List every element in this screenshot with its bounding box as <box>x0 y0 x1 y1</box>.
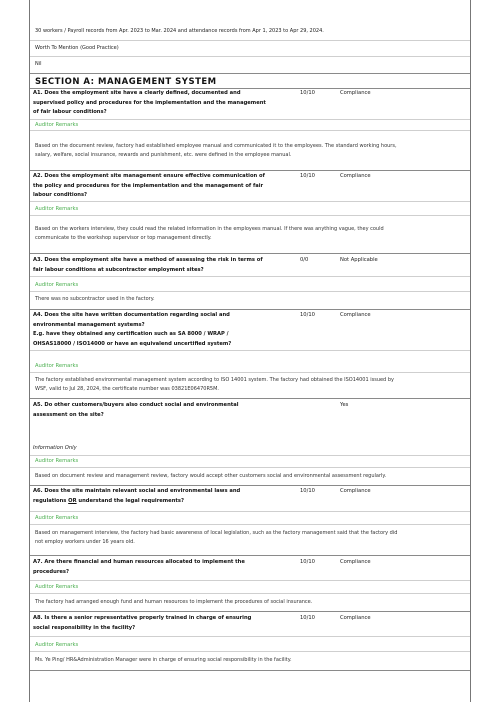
divider <box>30 291 470 292</box>
divider <box>30 485 470 486</box>
status: Compliance <box>340 90 371 96</box>
question-line: OHSAS18000 / ISO14000 or have an equivalend uncertified system? <box>33 340 232 347</box>
remark-line: There was no subcontractor used in the factory. <box>35 296 155 302</box>
auditor-remarks-label: Auditor Remarks <box>35 584 79 590</box>
remark-line: Ms. Ye Ping/ HR&Administration Manager were in charge of ensuring social responsibility in the facility. <box>35 657 292 663</box>
score: 10/10 <box>300 90 315 96</box>
divider <box>30 398 470 399</box>
score: 10/10 <box>300 559 315 565</box>
question-line: social responsibility in the facility? <box>33 624 136 631</box>
divider <box>30 593 470 594</box>
question-line: A6. Does the site maintain relevant social and environmental laws and <box>33 488 241 494</box>
score: 10/10 <box>300 173 315 179</box>
divider <box>30 555 470 556</box>
auditor-remarks-label: Auditor Remarks <box>35 206 79 212</box>
question-line: supervised policy and procedures for the implementation and the management <box>33 99 266 106</box>
remark-line: The factory had arranged enough fund and human resources to implement the procedures of social insurance. <box>35 599 313 605</box>
divider <box>30 170 470 171</box>
question-line: A4. Does the site have written documentation regarding social and <box>33 312 230 318</box>
status: Yes <box>340 402 349 408</box>
divider <box>30 309 470 310</box>
score: 0/0 <box>300 257 309 263</box>
question-line: A3. Does the employment site have a method of assessing the risk in terms of <box>33 257 263 263</box>
remark-line: not employ workers under 16 years old. <box>35 539 135 545</box>
divider <box>30 524 470 525</box>
remark-line: communicate to the workshop supervisor or top management directly. <box>35 235 212 241</box>
divider <box>30 651 470 652</box>
worth-mention-value: Nil <box>35 61 42 67</box>
question-line: of fair labour conditions? <box>33 109 107 115</box>
question-line: A8. Is there a senior representative properly trained in charge of ensuring <box>33 615 252 621</box>
question-line: procedures? <box>33 568 70 575</box>
divider <box>30 130 470 131</box>
question-a8 <box>33 614 295 633</box>
divider <box>30 372 470 373</box>
information-only-label: Information Only <box>33 445 77 451</box>
question-line: labour conditions? <box>33 192 88 198</box>
divider <box>30 580 470 581</box>
question-line: the policy and procedures for the implementation and the management of fair <box>33 182 264 189</box>
report-page <box>29 0 471 702</box>
auditor-remark <box>35 656 464 665</box>
divider <box>30 253 470 254</box>
question-line: environmental management systems? <box>33 321 145 328</box>
divider <box>30 455 470 456</box>
question-text: regulations <box>33 497 69 504</box>
remark-line: The factory established environmental management system according to ISO 14001 system. The factory had obtained the ISO14001 issued by <box>35 377 394 383</box>
divider <box>30 350 470 351</box>
divider <box>30 636 470 637</box>
status: Compliance <box>340 173 371 179</box>
question-a5 <box>33 401 295 420</box>
auditor-remark <box>35 225 464 243</box>
question-a2 <box>33 172 295 201</box>
remark-line: salary, welfare, social insurance, rewards and punishment, etc. were defined in the employee manual. <box>35 152 292 158</box>
question-line: A5. Do other customers/buyers also conduct social and environmental <box>33 402 239 408</box>
score: 10/10 <box>300 615 315 621</box>
worth-mention-label: Worth To Mention (Good Practice) <box>35 45 119 51</box>
question-line: fair labour conditions at subcontractor employment sites? <box>33 266 204 273</box>
workers-note: 30 workers / Payroll records from Apr. 2023 to Mar. 2024 and attendance records from Apr 1, 2023 to Apr 29, 2024. <box>35 28 324 34</box>
auditor-remark <box>35 376 464 394</box>
question-a1 <box>33 89 295 118</box>
question-text: understand the legal requirements? <box>76 497 184 504</box>
question-line: A1. Does the employment site have a clearly defined, documented and <box>33 90 241 96</box>
question-line: A7. Are there financial and human resources allocated to implement the <box>33 559 245 565</box>
status: Compliance <box>340 488 371 494</box>
status: Compliance <box>340 559 371 565</box>
score: 10/10 <box>300 312 315 318</box>
question-a4 <box>33 311 295 349</box>
auditor-remark <box>35 295 464 304</box>
divider <box>30 201 470 202</box>
remark-line: Based on document review and management review, factory would accept other customers social and environmental assessment regularly. <box>35 473 387 479</box>
auditor-remarks-label: Auditor Remarks <box>35 515 79 521</box>
auditor-remark <box>35 472 464 481</box>
remark-line: Based on the document review, factory had established employee manual and communicated it to the employees. The standard working hours, <box>35 143 397 149</box>
auditor-remark <box>35 598 464 607</box>
auditor-remarks-label: Auditor Remarks <box>35 122 79 128</box>
auditor-remarks-label: Auditor Remarks <box>35 642 79 648</box>
divider <box>30 119 470 120</box>
auditor-remarks-label: Auditor Remarks <box>35 458 79 464</box>
auditor-remark <box>35 529 464 547</box>
status: Compliance <box>340 312 371 318</box>
remark-line: Based on management interview, the factory had basic awareness of local legislation, such as the factory management said that the factory did <box>35 530 398 536</box>
question-text-or: OR <box>68 497 77 504</box>
divider <box>30 511 470 512</box>
score: 10/10 <box>300 488 315 494</box>
status: Compliance <box>340 615 371 621</box>
remark-line: Based on the workers interview, they could read the related information in the employees manual. If there was anything vague, they could <box>35 226 384 232</box>
status: Not Applicable <box>340 257 378 263</box>
auditor-remarks-label: Auditor Remarks <box>35 282 79 288</box>
divider <box>30 40 470 41</box>
divider <box>30 56 470 57</box>
question-a7 <box>33 558 295 577</box>
remark-line: WSF, valid to Jul 28, 2024, the certificate number was 03821E06470R5M. <box>35 386 220 392</box>
divider <box>30 467 470 468</box>
section-title: SECTION A: MANAGEMENT SYSTEM <box>35 77 217 87</box>
question-line: A2. Does the employment site management ensure effective communication of <box>33 173 265 179</box>
divider <box>30 215 470 216</box>
question-line <box>33 497 295 507</box>
question-line: assessment on the site? <box>33 411 104 418</box>
divider <box>30 670 470 671</box>
question-line: E.g. have they obtained any certification such as SA 8000 / WRAP / <box>33 331 229 337</box>
question-a3 <box>33 256 295 275</box>
divider <box>30 276 470 277</box>
question-a6 <box>33 487 295 506</box>
divider <box>30 73 470 74</box>
auditor-remarks-label: Auditor Remarks <box>35 363 79 369</box>
divider <box>30 611 470 612</box>
auditor-remark <box>35 142 464 160</box>
